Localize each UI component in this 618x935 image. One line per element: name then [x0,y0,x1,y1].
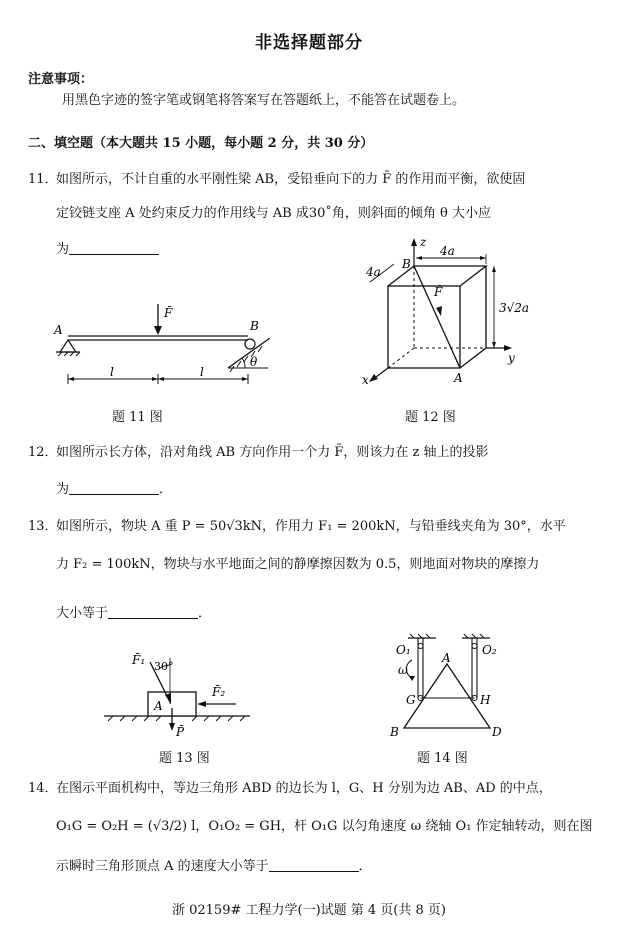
q13-number: 13． [28,519,58,534]
label-o2: O₂ [482,643,497,657]
label-f2: F̄₂ [212,685,226,699]
label-f: F̄ [164,306,173,320]
notice-text: 用黑色字迹的签字笔或钢笔将答案写在答题纸上，不能答在试题卷上。 [62,93,466,108]
label-b: B [250,319,259,333]
label-z: z [420,236,427,249]
label-omega: ω [398,663,408,677]
label-left-4a: 4a [366,265,381,279]
figure-13 [100,648,260,740]
label-g: G [406,693,416,707]
label-o1: O₁ [396,643,411,657]
label-angle-30: 30° [154,660,174,673]
box-right-face [460,266,486,368]
figure-11 [50,300,270,400]
q11-line-2: 定铰链支座 A 处约束反力的作用线与 AB 成30˚角，则斜面的倾角 θ 大小应 [56,206,491,221]
figure-13-caption: 题 13 图 [159,751,210,766]
figure-11-caption: 题 11 图 [112,410,163,425]
q11-line-1: 如图所示，不计自重的水平刚性梁 AB，受铅垂向下的力 F̄ 的作用而平衡，欲使固 [56,172,526,187]
label-b: B [390,725,399,739]
q13-answer-blank[interactable] [108,605,198,619]
label-b: B [402,257,411,271]
q12-line-2: 为 ． [56,482,173,497]
q13-line-1: 如图所示，物块 A 重 P = 50√3kN，作用力 F₁ = 200kN，与铅垂线夹角为 30°，水平 [56,519,566,534]
q11-number: 11． [28,172,58,187]
figure-12-caption: 题 12 图 [405,410,456,425]
force-f-diagonal [414,266,460,368]
page-footer: 浙 02159# 工程力学(一)试题 第 4 页(共 8 页) [171,903,446,918]
label-a: A [442,651,451,665]
label-right-3root2a: 3√2a [499,301,530,315]
page-title: 非选择题部分 [255,33,363,53]
figure-12 [360,236,550,386]
label-x: x [362,373,369,386]
notice-heading: 注意事项： [28,72,94,87]
label-p: P̄ [176,725,185,739]
q14-answer-blank[interactable] [269,858,359,872]
label-top-4a: 4a [440,244,455,258]
label-a: A [54,323,63,337]
label-d: D [492,725,502,739]
section-heading: 二、填空题（本大题共 15 小题，每小题 2 分，共 30 分） [28,136,374,151]
q13-line-3: 大小等于 ． [56,606,212,621]
box-front-face [388,286,460,368]
figure-14 [380,632,510,742]
q14-line-1: 在图示平面机构中，等边三角形 ABD 的边长为 l，G、H 分别为边 AB、AD 的中点， [56,781,552,796]
label-l-2: l [200,365,204,379]
q12-line-1: 如图所示长方体，沿对角线 AB 方向作用一个力 F̄，则该力在 z 轴上的投影 [56,445,489,460]
q12-number: 12． [28,445,58,460]
q12-answer-blank[interactable] [69,481,159,495]
label-a: A [454,371,463,385]
label-l-1: l [110,365,114,379]
roller-b [245,339,255,349]
label-f: F̄ [434,285,443,299]
figure-14-caption: 题 14 图 [417,751,468,766]
label-y: y [508,351,515,365]
label-a: A [154,699,163,713]
q11-line-3: 为 [56,241,159,259]
q14-line-3: 示瞬时三角形顶点 A 的速度大小等于 ． [56,859,372,874]
q14-line-2: O₁G = O₂H = (√3/2) l，O₁O₂ = GH，杆 O₁G 以匀角速度 ω 绕轴 O₁ 作定轴转动，则在图 [56,819,593,834]
label-theta: θ [250,355,258,369]
q13-line-2: 力 F₂ = 100kN，物块与水平地面之间的静摩擦因数为 0.5，则地面对物块的摩擦力 [56,557,540,572]
pin-support-a [60,340,76,352]
label-f1: F̄₁ [132,653,146,667]
incline-surface [228,338,270,368]
label-h: H [480,693,491,707]
q14-number: 14． [28,781,58,796]
q11-answer-blank[interactable] [69,241,159,255]
